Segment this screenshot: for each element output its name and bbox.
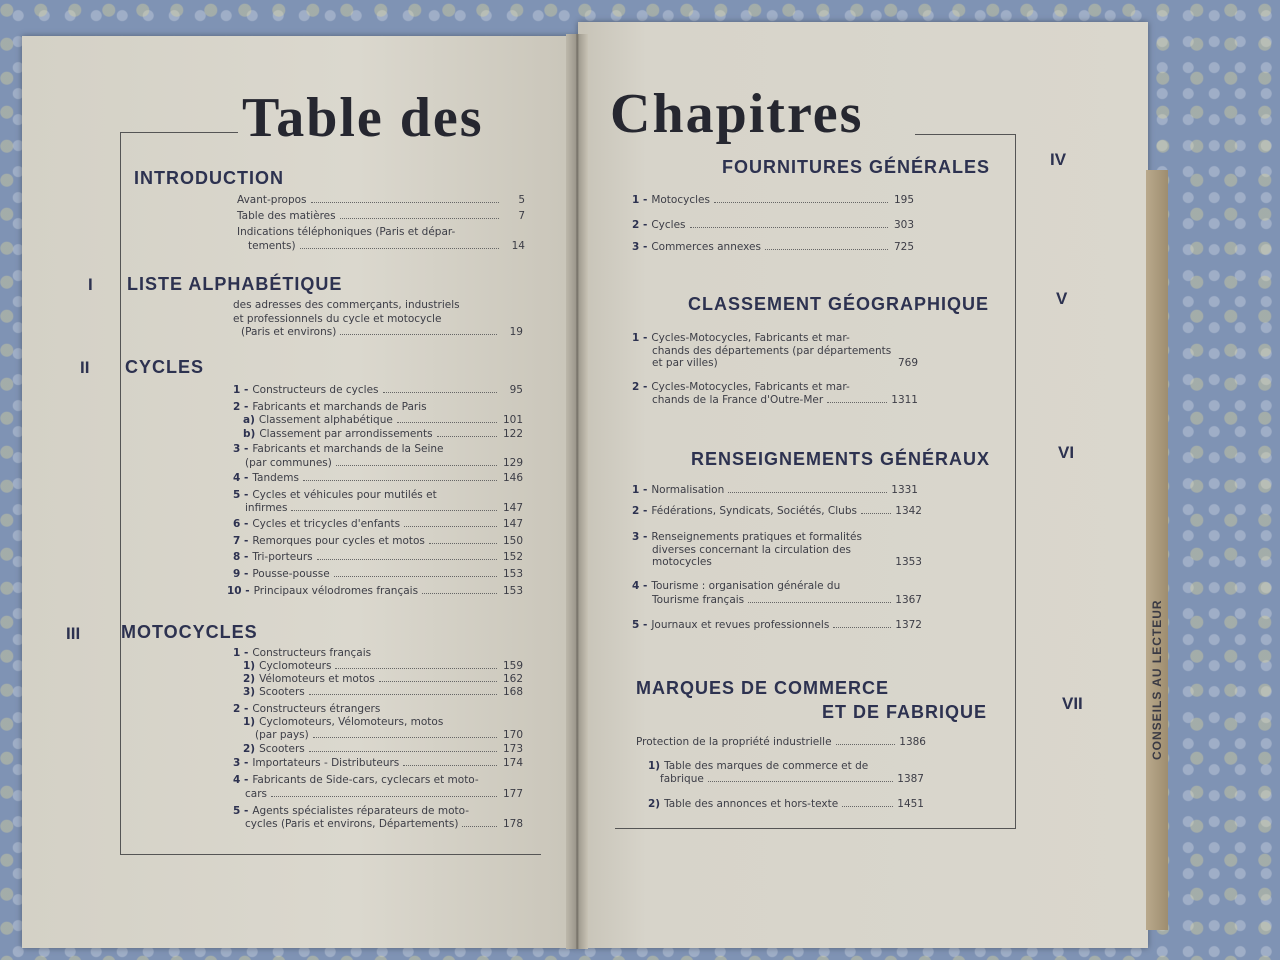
toc-entry-number: 2 - bbox=[233, 703, 249, 715]
toc-entry-page: 1367 bbox=[895, 594, 922, 606]
toc-entry-text: Tandems bbox=[252, 472, 299, 484]
toc-entry-number: 5 - bbox=[233, 805, 249, 817]
chapter-heading: CYCLES bbox=[125, 357, 205, 377]
toc-entry bbox=[241, 818, 523, 830]
toc-entry bbox=[243, 743, 523, 755]
toc-entry-text: Constructeurs étrangers bbox=[252, 703, 381, 715]
chapter-desc: (Paris et environs) 19 bbox=[241, 326, 523, 338]
toc-entry-number: 2 - bbox=[632, 219, 648, 231]
toc-entry-number: 1) bbox=[648, 760, 661, 772]
toc-entry-number: 6 - bbox=[233, 518, 249, 530]
toc-entry-page: 147 bbox=[502, 518, 523, 530]
toc-entry-text: Cyclomoteurs, Vélomoteurs, motos bbox=[259, 716, 444, 728]
toc-entry-page: 101 bbox=[502, 414, 523, 426]
toc-entry-page: 122 bbox=[502, 428, 523, 440]
toc-entry bbox=[233, 518, 523, 530]
toc-entry-number: a) bbox=[243, 414, 255, 426]
toc-entry-number: 2) bbox=[648, 798, 661, 810]
toc-entry-number: 5 - bbox=[233, 489, 249, 501]
toc-entry-page: 174 bbox=[502, 757, 523, 769]
toc-entry-text: Motocycles bbox=[651, 194, 710, 206]
toc-entry bbox=[241, 502, 523, 514]
toc-entry-page: 195 bbox=[893, 194, 914, 206]
toc-entry-page: 303 bbox=[893, 219, 914, 231]
toc-entry bbox=[632, 580, 882, 592]
toc-entry bbox=[243, 673, 523, 685]
toc-entry-text: Tourisme français bbox=[652, 594, 745, 606]
toc-entry-page: 177 bbox=[502, 788, 523, 800]
toc-entry-number: 4 - bbox=[233, 472, 249, 484]
toc-entry-number: 3 - bbox=[632, 531, 648, 543]
toc-entry-number: 2) bbox=[243, 743, 256, 755]
toc-entry-text: Cycles-Motocycles, Fabricants et mar- bbox=[651, 381, 850, 393]
toc-entry-text: diverses concernant la circulation des bbox=[652, 544, 852, 556]
chapter-desc: et professionnels du cycle et motocycle bbox=[233, 313, 442, 325]
toc-entry-text: Vélomoteurs et motos bbox=[259, 673, 375, 685]
intro-item: Table des matières 7 bbox=[237, 210, 525, 222]
toc-entry-page: 146 bbox=[502, 472, 523, 484]
toc-entry bbox=[632, 531, 882, 543]
right-frame-top bbox=[915, 134, 1015, 135]
toc-entry-number: 1 - bbox=[632, 484, 648, 496]
toc-entry-page: 178 bbox=[502, 818, 523, 830]
toc-entry-number: 1 - bbox=[233, 384, 249, 396]
toc-entry-text: (par pays) bbox=[255, 729, 309, 741]
toc-entry-page: 153 bbox=[502, 568, 523, 580]
chapter-roman: VI bbox=[1058, 443, 1075, 462]
toc-entry-text: chands de la France d'Outre-Mer bbox=[652, 394, 824, 406]
toc-entry bbox=[233, 703, 523, 715]
toc-entry bbox=[648, 760, 878, 772]
toc-entry bbox=[648, 798, 924, 810]
toc-entry bbox=[648, 556, 922, 568]
toc-entry-page: 159 bbox=[502, 660, 523, 672]
chapter-roman: IV bbox=[1050, 150, 1067, 169]
toc-entry bbox=[632, 194, 914, 206]
toc-entry bbox=[243, 414, 523, 426]
toc-entry bbox=[233, 443, 523, 455]
toc-entry-page: 1342 bbox=[895, 505, 922, 517]
toc-entry-text: infirmes bbox=[245, 502, 288, 514]
toc-entry bbox=[233, 774, 523, 786]
toc-entry bbox=[233, 568, 523, 580]
toc-entry-page: 129 bbox=[502, 457, 523, 469]
toc-entry-page: 1387 bbox=[897, 773, 924, 785]
toc-entry-number: 3 - bbox=[233, 757, 249, 769]
toc-entry bbox=[243, 716, 523, 728]
toc-entry-text: Cycles et tricycles d'enfants bbox=[252, 518, 401, 530]
toc-entry-number: 2 - bbox=[233, 401, 249, 413]
toc-entry-text: Cycles bbox=[651, 219, 686, 231]
toc-entry bbox=[632, 505, 922, 517]
toc-entry-text: Journaux et revues professionnels bbox=[651, 619, 830, 631]
intro-heading: INTRODUCTION bbox=[134, 168, 284, 188]
chapter-heading: RENSEIGNEMENTS GÉNÉRAUX bbox=[691, 449, 991, 469]
toc-entry-number: 1 - bbox=[233, 647, 249, 659]
toc-entry-text: fabrique bbox=[660, 773, 704, 785]
toc-entry-page: 1372 bbox=[895, 619, 922, 631]
chapter-roman: V bbox=[1056, 289, 1068, 308]
toc-entry-text: Cycles-Motocycles, Fabricants et mar- bbox=[651, 332, 850, 344]
toc-entry bbox=[632, 241, 914, 253]
toc-entry-text: chands des départements (par départements bbox=[652, 345, 892, 357]
left-frame-top bbox=[120, 132, 238, 133]
toc-entry-page: 170 bbox=[502, 729, 523, 741]
intro-item: Indications téléphoniques (Paris et dépar- bbox=[237, 226, 456, 238]
intro-item: tements) 14 bbox=[248, 240, 525, 252]
book-spine bbox=[566, 34, 588, 949]
toc-entry-text: Protection de la propriété industrielle bbox=[636, 736, 832, 748]
toc-entry bbox=[648, 394, 918, 406]
toc-entry-page: 152 bbox=[502, 551, 523, 563]
toc-entry bbox=[233, 647, 523, 659]
toc-entry bbox=[648, 357, 918, 369]
toc-entry-text: Normalisation bbox=[651, 484, 725, 496]
toc-entry-number: 3 - bbox=[233, 443, 249, 455]
toc-entry-page: 725 bbox=[893, 241, 914, 253]
toc-entry-page: 153 bbox=[502, 585, 523, 597]
toc-entry-text: Fédérations, Syndicats, Sociétés, Clubs bbox=[651, 505, 857, 517]
toc-entry bbox=[233, 535, 523, 547]
toc-entry-text: Tourisme : organisation générale du bbox=[651, 580, 841, 592]
insert-edge-text: CONSEILS AU LECTEUR bbox=[1150, 599, 1164, 760]
toc-entry-number: 3 - bbox=[632, 241, 648, 253]
toc-entry-number: 5 - bbox=[632, 619, 648, 631]
toc-entry-text: Cyclomoteurs bbox=[259, 660, 332, 672]
toc-entry-page: 1451 bbox=[897, 798, 924, 810]
toc-entry bbox=[243, 660, 523, 672]
toc-entry-text: cars bbox=[245, 788, 267, 800]
chapter-heading: FOURNITURES GÉNÉRALES bbox=[722, 157, 991, 177]
toc-entry bbox=[632, 381, 877, 393]
toc-entry-text: Importateurs - Distributeurs bbox=[252, 757, 400, 769]
toc-entry-text: cycles (Paris et environs, Départements) bbox=[245, 818, 459, 830]
toc-entry-text: motocycles bbox=[652, 556, 712, 568]
toc-entry bbox=[233, 551, 523, 563]
toc-entry-text: Classement par arrondissements bbox=[259, 428, 433, 440]
chapter-heading: MOTOCYCLES bbox=[121, 622, 258, 642]
toc-entry-text: Table des annonces et hors-texte bbox=[664, 798, 839, 810]
toc-entry-text: Cycles et véhicules pour mutilés et bbox=[252, 489, 437, 501]
toc-entry bbox=[241, 788, 523, 800]
toc-entry bbox=[233, 384, 523, 396]
toc-entry-number: 10 - bbox=[227, 585, 250, 597]
toc-entry-number: 9 - bbox=[233, 568, 249, 580]
toc-entry bbox=[656, 773, 924, 785]
toc-entry bbox=[636, 736, 926, 748]
intro-item: Avant-propos 5 bbox=[237, 194, 525, 206]
toc-entry bbox=[233, 757, 523, 769]
toc-entry-number: 8 - bbox=[233, 551, 249, 563]
toc-entry-number: 1) bbox=[243, 660, 256, 672]
chapter-roman: II bbox=[80, 358, 90, 377]
toc-entry-text: et par villes) bbox=[652, 357, 718, 369]
toc-entry bbox=[233, 489, 523, 501]
toc-entry-text: Tri-porteurs bbox=[252, 551, 313, 563]
toc-entry-page: 162 bbox=[502, 673, 523, 685]
toc-entry-page: 1331 bbox=[891, 484, 918, 496]
toc-entry bbox=[251, 729, 523, 741]
toc-entry-text: Classement alphabétique bbox=[258, 414, 393, 426]
chapter-heading: LISTE ALPHABÉTIQUE bbox=[127, 274, 343, 294]
toc-entry bbox=[648, 594, 922, 606]
toc-entry bbox=[241, 457, 523, 469]
toc-entry bbox=[648, 345, 892, 357]
toc-entry-text: (par communes) bbox=[245, 457, 332, 469]
toc-entry bbox=[632, 219, 914, 231]
toc-entry bbox=[632, 619, 922, 631]
toc-entry-text: Fabricants de Side-cars, cyclecars et moto- bbox=[252, 774, 479, 786]
toc-entry-number: 1) bbox=[243, 716, 256, 728]
toc-entry-number: 2) bbox=[243, 673, 256, 685]
toc-entry-page: 1386 bbox=[899, 736, 926, 748]
toc-entry bbox=[632, 332, 877, 344]
toc-entry-text: Constructeurs de cycles bbox=[252, 384, 379, 396]
chapter-roman: VII bbox=[1062, 694, 1083, 713]
toc-entry-page: 173 bbox=[502, 743, 523, 755]
chapter-roman: I bbox=[88, 275, 93, 294]
toc-entry-text: Fabricants et marchands de la Seine bbox=[252, 443, 444, 455]
chapter-heading: MARQUES DE COMMERCE bbox=[636, 678, 890, 698]
toc-entry bbox=[227, 585, 523, 597]
toc-entry-page: 769 bbox=[897, 357, 918, 369]
toc-entry-text: Scooters bbox=[259, 743, 305, 755]
toc-entry-text: Principaux vélodromes français bbox=[253, 585, 419, 597]
toc-entry-page: 95 bbox=[509, 384, 523, 396]
toc-entry-number: 1 - bbox=[632, 332, 648, 344]
right-frame bbox=[615, 134, 1016, 829]
toc-entry-number: 3) bbox=[243, 686, 256, 698]
toc-entry-page: 1311 bbox=[891, 394, 918, 406]
toc-entry-text: Agents spécialistes réparateurs de moto- bbox=[252, 805, 470, 817]
toc-entry-text: Constructeurs français bbox=[252, 647, 372, 659]
toc-entry-page: 150 bbox=[502, 535, 523, 547]
toc-entry-number: 2 - bbox=[632, 381, 648, 393]
toc-entry-number: 7 - bbox=[233, 535, 249, 547]
toc-entry-page: 147 bbox=[502, 502, 523, 514]
chapter-desc: des adresses des commerçants, industriels bbox=[233, 299, 460, 311]
title-right: Chapitres bbox=[610, 83, 864, 145]
toc-entry-page: 1353 bbox=[895, 556, 922, 568]
chapter-roman: III bbox=[66, 624, 81, 643]
toc-entry bbox=[632, 484, 918, 496]
toc-entry bbox=[233, 805, 523, 817]
toc-entry-text: Pousse-pousse bbox=[252, 568, 330, 580]
toc-entry bbox=[233, 472, 523, 484]
toc-entry bbox=[648, 544, 882, 556]
title-left: Table des bbox=[242, 87, 484, 149]
toc-entry-number: 1 - bbox=[632, 194, 648, 206]
toc-entry-text: Table des marques de commerce et de bbox=[664, 760, 869, 772]
toc-entry-text: Commerces annexes bbox=[651, 241, 761, 253]
toc-entry-page: 168 bbox=[502, 686, 523, 698]
toc-entry-number: 4 - bbox=[632, 580, 648, 592]
toc-entry-number: b) bbox=[243, 428, 256, 440]
toc-entry-number: 4 - bbox=[233, 774, 249, 786]
toc-entry-text: Remorques pour cycles et motos bbox=[252, 535, 425, 547]
toc-entry bbox=[233, 401, 523, 413]
toc-entry-text: Fabricants et marchands de Paris bbox=[252, 401, 427, 413]
toc-entry bbox=[243, 686, 523, 698]
chapter-heading: ET DE FABRIQUE bbox=[822, 702, 988, 722]
toc-entry-text: Scooters bbox=[259, 686, 305, 698]
toc-entry-text: Renseignements pratiques et formalités bbox=[651, 531, 862, 543]
chapter-heading: CLASSEMENT GÉOGRAPHIQUE bbox=[688, 294, 990, 314]
toc-entry bbox=[243, 428, 523, 440]
toc-entry-number: 2 - bbox=[632, 505, 648, 517]
